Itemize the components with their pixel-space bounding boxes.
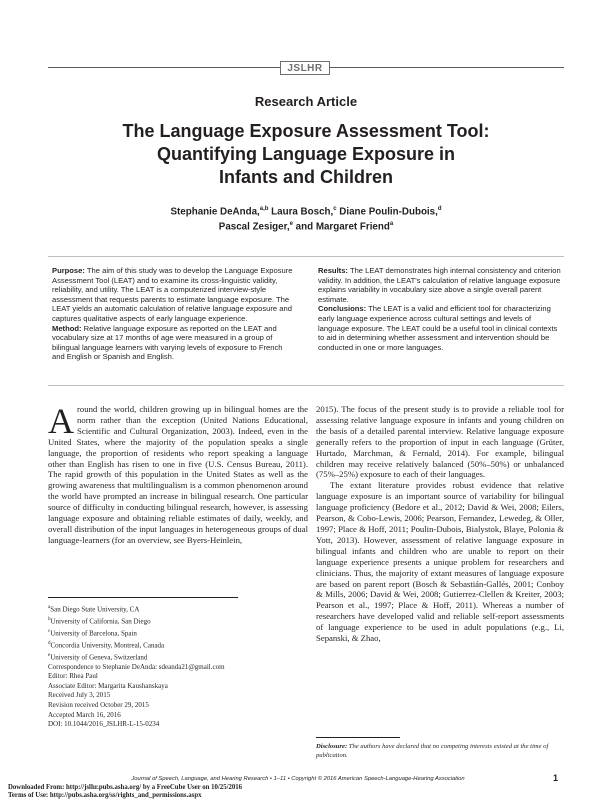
terms-line: Terms of Use: http://pubs.asha.org/ss/rights_and_permissions.aspx bbox=[8, 792, 202, 799]
download-line: Downloaded From: http://jslhr.pubs.asha.org/ by a FreeCube User on 10/25/2016 bbox=[8, 784, 243, 791]
disclosure-rule bbox=[316, 737, 400, 738]
journal-footer: Journal of Speech, Language, and Hearing Research • 1–11 • Copyright © 2016 American Speech-Language-Hearing Association bbox=[131, 776, 465, 782]
author-affiliation-mark: a,b bbox=[259, 206, 269, 212]
author-affiliation-mark: c bbox=[333, 206, 337, 212]
associate-editor-line: Associate Editor: Margarita Kaushanskaya bbox=[48, 681, 168, 690]
affiliation-mark: e bbox=[48, 652, 51, 658]
abstract-bottom-rule bbox=[48, 385, 564, 386]
drop-cap: A bbox=[48, 401, 74, 441]
affiliation-text: University of Geneva, Switzerland bbox=[50, 653, 148, 662]
disclosure-label: Disclosure: bbox=[316, 743, 348, 750]
disclosure-note bbox=[316, 742, 564, 760]
abstract-text: The aim of this study was to develop the Language Exposure Assessment Tool (LEAT) and to examine its cross-linguistic validity, reliability, and utility. The LEAT is a computerized interview-style assessment that requests parents to estimate language exposure. The LEAT yields an automatic calculation of relative language exposure and captures qualitative aspects of early language experience. bbox=[52, 266, 293, 323]
body-paragraph: The extant literature provides robust evidence that relative language exposure is an important source of variability for bilingual language proficiency (Bedore et al., 2012; David & Wei, 2008; Eilers, Pearson, & Cobo-Lewis, 2006; Pearson, Fernandez, Lewedeg, & Oller, 1997; Place & Hoff, 2011; Poulin-Dubois, Bialystok, Blaye, Polonia & Yott, 2013). However, assessment of relative language exposure in bilingual infants and children who are unable to report on their language experience presents a unique problem for researchers and clinicians. Thus, the majority of extant measures of language exposure are based on parent report (Bosch & Sebastián-Gallés, 2001; Conboy & Mills, 2006; David & Wei, 2008; Gutierrez-Clellen & Kreiter, 2003; Pearson et al., 1997; Place & Hoff, 2011). Whereas a number of researchers have developed valid and reliable self-report assessments of language experience to be used in adult populations (e.g., Li, Sepanski, & Zhao, bbox=[316, 480, 564, 644]
affiliation-mark: a bbox=[48, 605, 51, 610]
abstract-conclusions bbox=[318, 304, 562, 352]
affiliation-text: San Diego State University, CA bbox=[50, 605, 140, 614]
author-affiliation-mark: e bbox=[289, 221, 293, 228]
author-name: and Margaret Friend bbox=[292, 221, 390, 233]
editor-line: Editor: Rhea Paul bbox=[48, 672, 98, 681]
author-line bbox=[110, 218, 502, 233]
abstract-purpose bbox=[52, 266, 297, 324]
affiliation-item bbox=[48, 639, 308, 651]
abstract-label: Method: bbox=[52, 323, 82, 333]
body-paragraph: round the world, children growing up in bilingual homes are the norm rather than the exception (United Nations Educational, Scientific and Cultural Organization, 2003). Indeed, even in the United States, where the majority of the population speaks a single language, the proportion of residents who report speaking a language other than English has risen to one in five (U.S. Census Bureau, 2011). The rapid growth of this population in the United States as well as the growing awareness that multilingualism is a common phenomenon around the world have prompted an increase in bilingual research. One particular source of difficulty in conducting bilingual research, however, is assessing language exposure and obtaining reliable estimates of daily, weekly, and overall distribution of the input languages in heterogeneous groups of dual language-learners (for an overview, see Byers-Heinlein, bbox=[48, 404, 308, 545]
abstract-left-column bbox=[52, 266, 297, 362]
body-right-column bbox=[316, 404, 564, 644]
journal-badge-label: JSLHR bbox=[287, 62, 323, 74]
title-line: Infants and Children bbox=[218, 167, 393, 187]
affiliation-mark: c bbox=[48, 628, 51, 634]
revision-line: Revision received October 29, 2015 bbox=[48, 700, 149, 709]
author-name: Pascal Zesiger, bbox=[218, 221, 290, 233]
journal-badge bbox=[280, 61, 330, 75]
affiliation-text: Concordia University, Montreal, Canada bbox=[50, 641, 165, 650]
title-line: Quantifying Language Exposure in bbox=[156, 144, 456, 164]
body-paragraph: 2015). The focus of the present study is to provide a reliable tool for assessing relative language exposure in infants and young children on the basis of a detailed parental interview. Relative language exposure generally refers to the proportion of input in each language (Grüter, Hurtado, Marchman, & Fernald, 2014). For example, bilingual children may receive relatively balanced (50%–50%) or unbalanced (75%–25%) exposure to each of their languages. bbox=[316, 404, 564, 480]
affiliation-item bbox=[48, 627, 308, 639]
page-number: 1 bbox=[553, 773, 559, 783]
author-affiliation-mark: a bbox=[389, 221, 394, 228]
abstract-top-rule bbox=[48, 256, 564, 257]
article-title bbox=[90, 120, 522, 189]
download-info bbox=[8, 784, 428, 800]
author-name: Diane Poulin-Dubois, bbox=[336, 206, 438, 218]
author-affiliation-mark: d bbox=[437, 206, 442, 212]
footnote-rule bbox=[48, 597, 238, 598]
abstract-text: Relative language exposure as reported on the LEAT and vocabulary size at 17 months of age were measured in a group of bilingual language learners with varying levels of exposure to French and English or Spanish and English. bbox=[52, 323, 283, 362]
affiliation-text: University of Barcelona, Spain bbox=[50, 629, 137, 638]
disclosure-text: The authors have declared that no competing interests existed at the time of publication. bbox=[316, 743, 549, 759]
author-name: Stephanie DeAnda, bbox=[170, 206, 260, 218]
abstract-results bbox=[318, 266, 562, 304]
received-line: Received July 3, 2015 bbox=[48, 691, 111, 700]
abstract-method bbox=[52, 324, 297, 362]
accepted-line: Accepted March 16, 2016 bbox=[48, 710, 121, 719]
abstract-label: Purpose: bbox=[52, 266, 85, 275]
abstract-label: Results: bbox=[318, 266, 348, 275]
body-left-column bbox=[48, 401, 308, 546]
article-type: Research Article bbox=[254, 94, 358, 109]
affiliation-item bbox=[48, 615, 308, 627]
author-line bbox=[110, 203, 502, 218]
title-line: The Language Exposure Assessment Tool: bbox=[122, 121, 490, 141]
doi-line: DOI: 10.1044/2016_JSLHR-L-15-0234 bbox=[48, 720, 160, 729]
affiliation-mark: b bbox=[48, 616, 51, 622]
author-list bbox=[110, 203, 502, 234]
abstract-text: The LEAT is a valid and efficient tool for characterizing early language experience across cultural settings and levels of language exposure. The LEAT could be a useful tool in clinical contexts to aid in determining whether assessment and intervention should be conducted in one or more languages. bbox=[318, 304, 558, 352]
affiliation-item bbox=[48, 603, 308, 615]
abstract-right-column bbox=[318, 266, 562, 352]
abstract-label: Conclusions: bbox=[318, 304, 367, 314]
correspondence-line: Correspondence to Stephanie DeAnda: sdeanda21@gmail.com bbox=[48, 662, 225, 671]
affiliation-mark: d bbox=[48, 640, 51, 646]
affiliation-text: University of California, San Diego bbox=[50, 617, 151, 626]
footnotes bbox=[48, 603, 308, 730]
author-name: Laura Bosch, bbox=[268, 206, 334, 218]
affiliation-item bbox=[48, 651, 308, 663]
abstract-text: The LEAT demonstrates high internal consistency and criterion validity. In addition, the LEAT's calculation of relative language exposure explains variability in vocabulary size above a single overall parent estimate. bbox=[318, 266, 561, 304]
